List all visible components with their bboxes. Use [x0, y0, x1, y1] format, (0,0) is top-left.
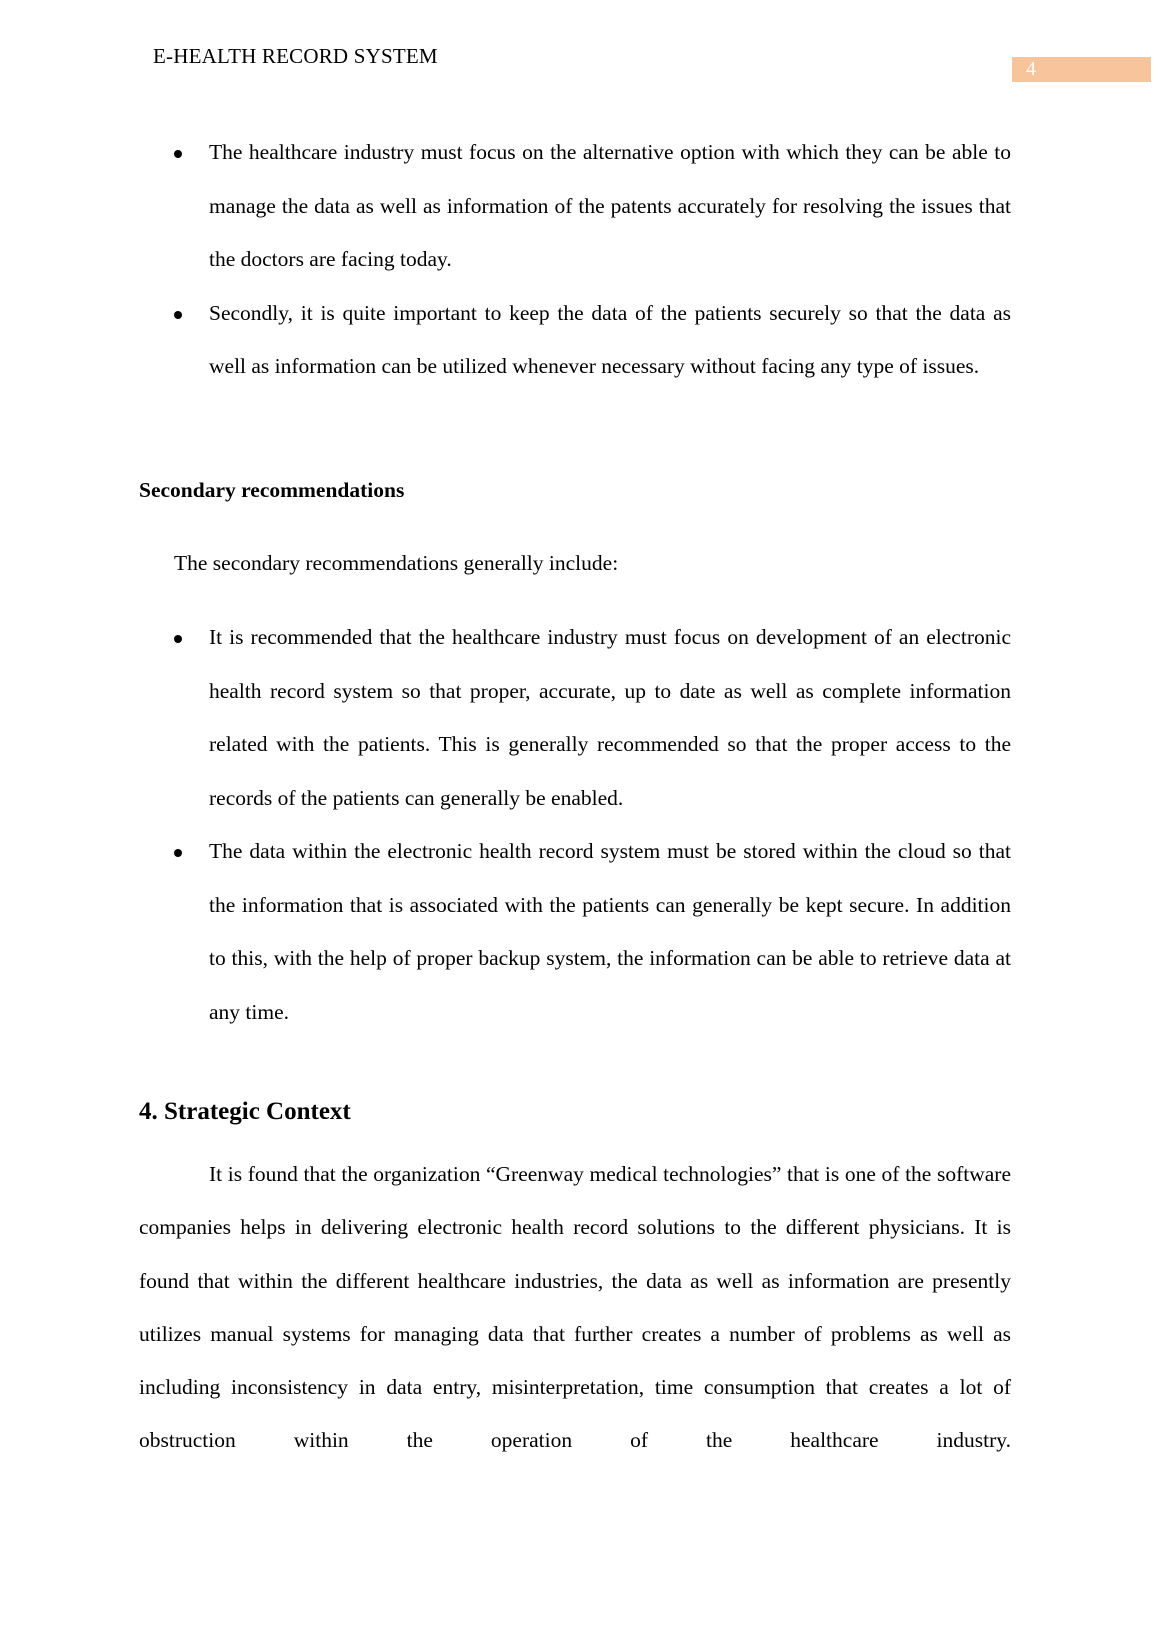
list-item — [139, 825, 1011, 1039]
bullet-icon — [174, 849, 182, 857]
strategic-context-heading: 4. Strategic Context — [139, 1098, 351, 1125]
secondary-intro: The secondary recommendations generally include: — [174, 551, 619, 575]
primary-bullet-list — [139, 126, 1011, 394]
bullet-icon — [174, 311, 182, 319]
strategic-context-paragraph: It is found that the organization “Greenway medical technologies” that is one of the software companies helps in delivering electronic health record solutions to the different physicians. It is found that within the different healthcare industries, the data as well as information are presently utilizes manual systems for managing data that further creates a number of problems as well as including inconsistency in data entry, misinterpretation, time consumption that creates a lot of obstruction within the operation of the healthcare industry. — [139, 1162, 1011, 1453]
bullet-text: The healthcare industry must focus on the alternative option with which they can be able to manage the data as well as information of the patents accurately for resolving the issues that the doctors are facing today. — [209, 140, 1011, 271]
page-number-badge — [1012, 57, 1151, 82]
list-item — [139, 611, 1011, 825]
list-item — [139, 287, 1011, 394]
secondary-bullet-list — [139, 611, 1011, 1039]
bullet-text: Secondly, it is quite important to keep the data of the patients securely so that the data as well as information can be utilized whenever necessary without facing any type of issues. — [209, 300, 1011, 378]
secondary-recommendations-heading: Secondary recommendations — [139, 478, 405, 502]
bullet-text: The data within the electronic health record system must be stored within the cloud so that the information that is associated with the patients can generally be kept secure. In addition to this, with the help of proper backup system, the information can be able to retrieve data at any time. — [209, 839, 1011, 1024]
running-header-title: E-HEALTH RECORD SYSTEM — [153, 44, 438, 68]
bullet-icon — [174, 635, 182, 643]
bullet-icon — [174, 150, 182, 158]
bullet-text: It is recommended that the healthcare industry must focus on development of an electronic health record system so that proper, accurate, up to date as well as complete information related with the patients. This is generally recommended so that the proper access to the records of the patients can generally be enabled. — [209, 625, 1011, 810]
page-number: 4 — [1026, 58, 1036, 80]
list-item — [139, 126, 1011, 287]
